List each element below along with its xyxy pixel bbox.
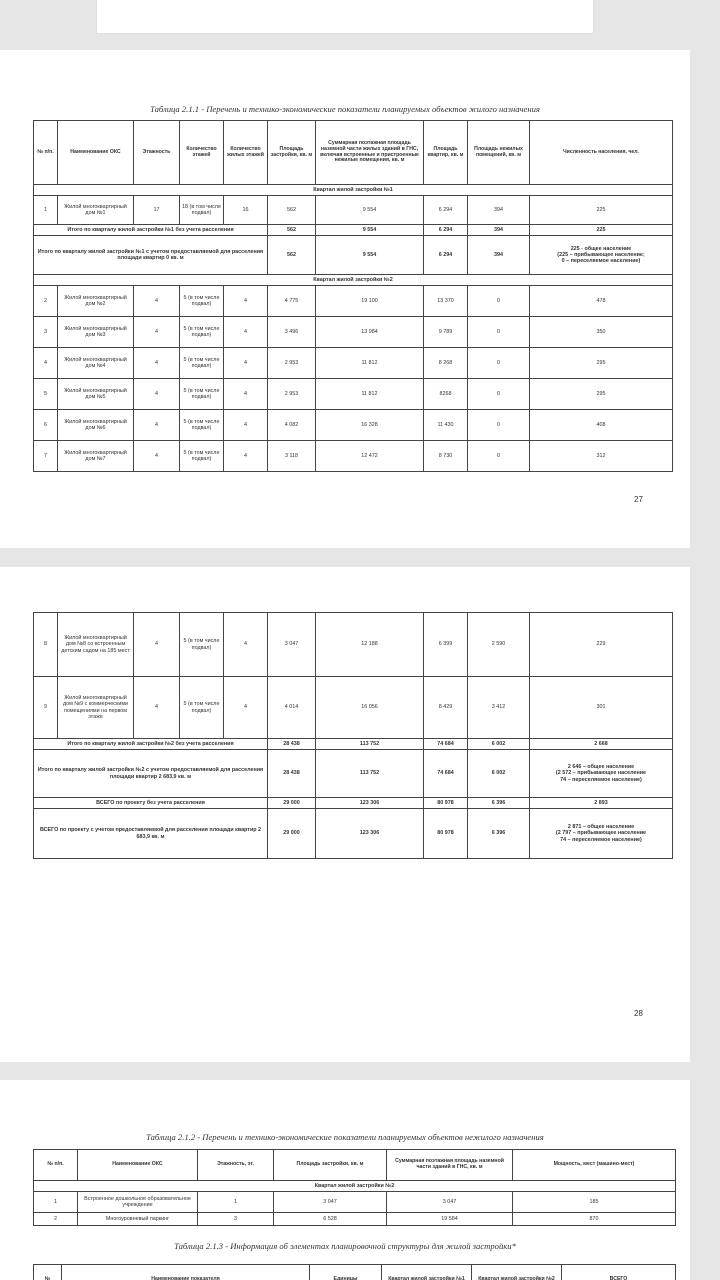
cell: 5 (в том числе подвал)	[180, 379, 224, 410]
table-row	[34, 677, 673, 739]
cell: Жилой многоквартирный дом №2	[58, 286, 134, 317]
cell: Жилой многоквартирный дом №8 со встроенным детским садом на 185 мест	[58, 613, 134, 677]
header-cell: Этажность	[134, 121, 180, 185]
cell: 6 396	[468, 798, 530, 809]
cell: Жилой многоквартирный дом №9 с коммерческими помещениями на первом этаже	[58, 677, 134, 739]
cell: 1	[34, 1192, 78, 1213]
cell: 0	[468, 410, 530, 441]
header-cell: Суммарная поэтажная площадь наземной части жилых зданий в ГНС, включая встроенные и пристроенные нежилые помещения, кв. м	[316, 121, 424, 185]
cell: 408	[530, 410, 673, 441]
population-line: 2 646 – общее население	[567, 764, 635, 771]
cell: 0	[468, 441, 530, 472]
cell: 12 472	[316, 441, 424, 472]
cell: 3 047	[274, 1192, 387, 1213]
cell: 16 056	[316, 677, 424, 739]
section-row	[34, 1181, 676, 1192]
table-row	[34, 379, 673, 410]
cell: 8 730	[424, 441, 468, 472]
cell: 0	[468, 348, 530, 379]
cell: 13 370	[424, 286, 468, 317]
population-cell	[530, 236, 673, 275]
cell: 5	[34, 379, 58, 410]
table-caption: Таблица 2.1.1 - Перечень и технико-экономические показатели планируемых объектов жилого назначения	[150, 104, 540, 114]
population-line: 74 – переселяемое население)	[560, 836, 642, 843]
header-cell: № п/п.	[34, 1150, 78, 1181]
cell: 9	[34, 677, 58, 739]
cell: 2 590	[468, 613, 530, 677]
cell: Жилой многоквартирный дом №4	[58, 348, 134, 379]
cell: 1	[34, 196, 58, 225]
cell: 4	[224, 379, 268, 410]
section-title: Квартал жилой застройки №2	[34, 1181, 676, 1192]
cell: 4	[134, 286, 180, 317]
table-header-row	[34, 1265, 676, 1280]
cell: 3 047	[268, 613, 316, 677]
table-row	[34, 410, 673, 441]
population-cell	[530, 809, 673, 859]
cell: 6 528	[274, 1213, 387, 1226]
cell: 6 294	[424, 196, 468, 225]
cell: 4	[134, 613, 180, 677]
cell: 4	[224, 286, 268, 317]
cell: 185	[513, 1192, 676, 1213]
cell: Жилой многоквартирный дом №3	[58, 317, 134, 348]
cell: 1	[198, 1192, 274, 1213]
header-cell: Мощность, мест (машино-мест)	[513, 1150, 676, 1181]
header-cell: Площадь застройки, кв. м	[268, 121, 316, 185]
cell: 7	[34, 441, 58, 472]
cell: 562	[268, 236, 316, 275]
section-title: Квартал жилой застройки №1	[34, 185, 673, 196]
header-cell: Единицы	[310, 1265, 382, 1280]
cell: 312	[530, 441, 673, 472]
cell: 394	[468, 196, 530, 225]
cell: 28 438	[268, 739, 316, 750]
cell: 4	[224, 441, 268, 472]
cell: 350	[530, 317, 673, 348]
header-cell: Этажность, эт.	[198, 1150, 274, 1181]
cell: 2	[34, 1213, 78, 1226]
cell: 16 328	[316, 410, 424, 441]
cell: 11 430	[424, 410, 468, 441]
cell: 4	[224, 613, 268, 677]
cell: 4	[134, 677, 180, 739]
population-line: (2 797 – прибывающее население	[555, 830, 647, 837]
header-cell: Площадь квартир, кв. м	[424, 121, 468, 185]
cell: 8	[34, 613, 58, 677]
cell: 11 812	[316, 348, 424, 379]
cell: 3 496	[268, 317, 316, 348]
cell: 29 000	[268, 809, 316, 859]
cell: 0	[468, 379, 530, 410]
population-line: (225 – прибывающее население;	[557, 251, 645, 258]
cell: 8268	[424, 379, 468, 410]
cell: 5 (в том числе подвал)	[180, 677, 224, 739]
total-row	[34, 798, 673, 809]
page-number: 28	[634, 1009, 643, 1018]
cell: 8 429	[424, 677, 468, 739]
header-cell: Площадь нежилых помещений, кв. м	[468, 121, 530, 185]
previous-page-stub	[96, 0, 594, 34]
cell: 9 554	[316, 236, 424, 275]
header-cell: Количество жилых этажей	[224, 121, 268, 185]
cell: 6 399	[424, 613, 468, 677]
cell: 5 (в том числе подвал)	[180, 441, 224, 472]
section-row	[34, 275, 673, 286]
cell: 113 752	[316, 750, 424, 798]
cell: 394	[468, 236, 530, 275]
cell: 4	[134, 441, 180, 472]
cell: 74 684	[424, 750, 468, 798]
population-line: 225 - общее население	[570, 245, 632, 252]
cell: 9 554	[316, 225, 424, 236]
cell: 0	[468, 286, 530, 317]
cell: 225	[530, 225, 673, 236]
cell: 5 (в том числе подвал)	[180, 317, 224, 348]
cell: 478	[530, 286, 673, 317]
cell: 0	[468, 317, 530, 348]
population-line: (2 572 – прибывающее население	[555, 770, 647, 777]
total-row	[34, 225, 673, 236]
header-cell: Наименование ОКС	[78, 1150, 198, 1181]
cell: 562	[268, 196, 316, 225]
table-row	[34, 317, 673, 348]
residential-objects-table	[33, 120, 673, 472]
cell: 80 978	[424, 798, 468, 809]
header-cell: Количество этажей	[180, 121, 224, 185]
header-cell: Квартал жилой застройки №1	[382, 1265, 472, 1280]
cell: 301	[530, 677, 673, 739]
cell: 225	[530, 196, 673, 225]
header-cell: № п/п.	[34, 121, 58, 185]
cell: 28 438	[268, 750, 316, 798]
table-header-row	[34, 121, 673, 185]
table-row	[34, 196, 673, 225]
cell: Жилой многоквартирный дом №6	[58, 410, 134, 441]
cell: 11 812	[316, 379, 424, 410]
cell: 6	[34, 410, 58, 441]
table-caption: Таблица 2.1.3 - Информация об элементах планировочной структуры для жилой застройки*	[174, 1241, 516, 1251]
table-header-row	[34, 1150, 676, 1181]
cell: 4	[134, 317, 180, 348]
document-page-29	[0, 1080, 690, 1280]
cell: 8 268	[424, 348, 468, 379]
cell: 4	[134, 410, 180, 441]
cell: 2 893	[530, 798, 673, 809]
cell: 2 953	[268, 379, 316, 410]
cell: 5 (в том числе подвал)	[180, 613, 224, 677]
cell: 6 002	[468, 750, 530, 798]
section-title: Квартал жилой застройки №2	[34, 275, 673, 286]
section-row	[34, 185, 673, 196]
cell: 3 412	[468, 677, 530, 739]
cell: 123 306	[316, 798, 424, 809]
cell: 6 294	[424, 236, 468, 275]
population-line: 74 – переселяемое население)	[560, 776, 642, 783]
cell: 4	[134, 379, 180, 410]
table-caption: Таблица 2.1.2 - Перечень и технико-экономические показатели планируемых объектов нежилого назначения	[146, 1132, 544, 1142]
cell: 6 396	[468, 809, 530, 859]
cell: 3	[34, 317, 58, 348]
table-row	[34, 348, 673, 379]
cell: Жилой многоквартирный дом №1	[58, 196, 134, 225]
header-cell: №	[34, 1265, 62, 1280]
total-label: Итого по кварталу жилой застройки №1 с учетом предоставляемой для расселения площади квартир 0 кв. м	[34, 236, 268, 275]
cell: 870	[513, 1213, 676, 1226]
document-page-28	[0, 567, 690, 1062]
cell: 2	[34, 286, 58, 317]
cell: 16	[224, 196, 268, 225]
cell: 6 294	[424, 225, 468, 236]
total-label: Итого по кварталу жилой застройки №2 без учета расселения	[34, 739, 268, 750]
table-row	[34, 441, 673, 472]
cell: 19 584	[387, 1213, 513, 1226]
cell: Жилой многоквартирный дом №5	[58, 379, 134, 410]
cell: Многоуровневый паркинг	[78, 1213, 198, 1226]
planning-structure-table	[33, 1264, 676, 1280]
cell: 2 953	[268, 348, 316, 379]
cell: 295	[530, 348, 673, 379]
header-cell: Квартал жилой застройки №2	[472, 1265, 562, 1280]
cell: 3	[198, 1213, 274, 1226]
cell: 4 014	[268, 677, 316, 739]
total-row	[34, 750, 673, 798]
cell: Жилой многоквартирный дом №7	[58, 441, 134, 472]
header-cell: Численность населения, чел.	[530, 121, 673, 185]
cell: 4 775	[268, 286, 316, 317]
cell: 562	[268, 225, 316, 236]
cell: 80 978	[424, 809, 468, 859]
cell: 113 752	[316, 739, 424, 750]
table-row	[34, 286, 673, 317]
total-row	[34, 739, 673, 750]
cell: 229	[530, 613, 673, 677]
cell: 4	[34, 348, 58, 379]
cell: 12 188	[316, 613, 424, 677]
total-label: Итого по кварталу жилой застройки №1 без учета расселения	[34, 225, 268, 236]
table-row	[34, 1192, 676, 1213]
table-row	[34, 613, 673, 677]
total-label: ВСЕГО по проекту без учета расселения	[34, 798, 268, 809]
cell: 9 554	[316, 196, 424, 225]
header-cell: Наименование показателя	[62, 1265, 310, 1280]
header-cell: ВСЕГО	[562, 1265, 676, 1280]
cell: 4	[224, 677, 268, 739]
residential-objects-table-continued	[33, 612, 673, 859]
total-label: ВСЕГО по проекту с учетом предоставляемой для расселения площади квартир 2 683,9 кв. м	[34, 809, 268, 859]
document-page-27	[0, 50, 690, 548]
cell: 4	[224, 410, 268, 441]
cell: 2 668	[530, 739, 673, 750]
cell: 74 684	[424, 739, 468, 750]
header-cell: Наименование ОКС	[58, 121, 134, 185]
cell: 5 (в том числе подвал)	[180, 348, 224, 379]
cell: 295	[530, 379, 673, 410]
page-number: 27	[634, 495, 643, 504]
cell: 5 (в том числе подвал)	[180, 410, 224, 441]
header-cell: Площадь застройки, кв. м	[274, 1150, 387, 1181]
cell: 19 100	[316, 286, 424, 317]
cell: 9 789	[424, 317, 468, 348]
cell: 17	[134, 196, 180, 225]
cell: 3 118	[268, 441, 316, 472]
cell: 4	[134, 348, 180, 379]
cell: 4	[224, 317, 268, 348]
cell: 3 047	[387, 1192, 513, 1213]
cell: 394	[468, 225, 530, 236]
population-line: 0 – переселяемое население)	[561, 258, 641, 265]
cell: 6 002	[468, 739, 530, 750]
non-residential-objects-table	[33, 1149, 676, 1226]
population-cell	[530, 750, 673, 798]
total-row	[34, 236, 673, 275]
cell: 5 (в том числе подвал)	[180, 286, 224, 317]
header-cell: Суммарная поэтажная площадь наземной части зданий в ГНС, кв. м	[387, 1150, 513, 1181]
cell: 29 000	[268, 798, 316, 809]
cell: 13 984	[316, 317, 424, 348]
cell: Встроенное дошкольное образовательное учреждение	[78, 1192, 198, 1213]
population-line: 2 871 – общее население	[567, 824, 635, 831]
cell: 123 306	[316, 809, 424, 859]
cell: 4 082	[268, 410, 316, 441]
cell: 4	[224, 348, 268, 379]
total-row	[34, 809, 673, 859]
cell: 18 (в том числе подвал)	[180, 196, 224, 225]
table-row	[34, 1213, 676, 1226]
total-label: Итого по кварталу жилой застройки №2 с учетом предоставляемой для расселения площади квартир 2 683,9 кв. м	[34, 750, 268, 798]
